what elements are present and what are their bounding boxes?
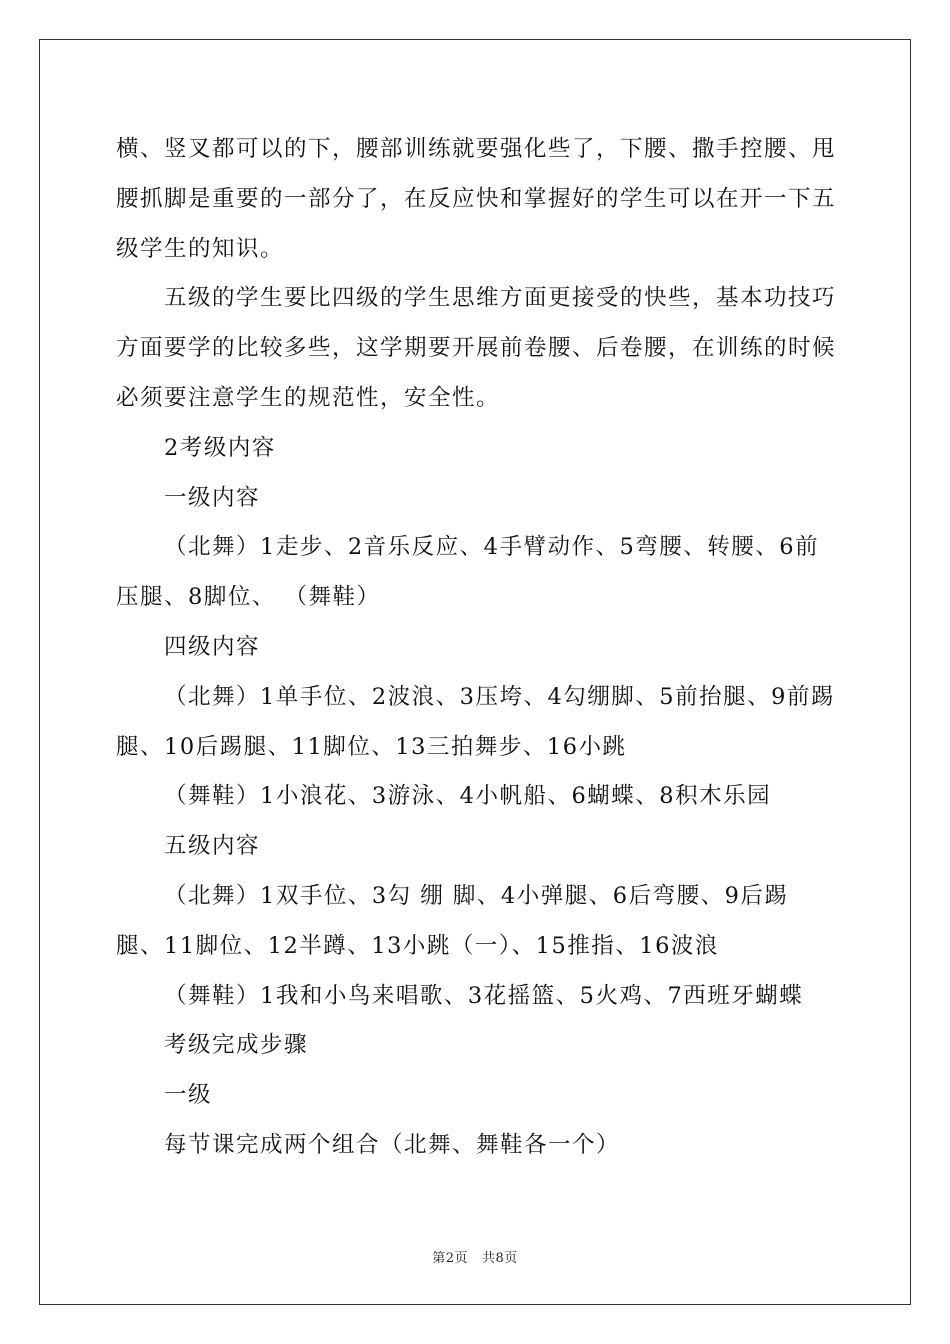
paragraph: （舞鞋）1小浪花、3游泳、4小帆船、6蝴蝶、8积木乐园: [164, 783, 772, 810]
paragraph: 每节课完成两个组合（北舞、舞鞋各一个）: [164, 1131, 621, 1158]
paragraph: （北舞）1走步、2音乐反应、4手臂动作、5弯腰、转腰、6前压腿、8脚位、 （舞鞋）: [116, 534, 820, 611]
document-body: [116, 125, 836, 1171]
section-heading: 2考级内容: [164, 434, 276, 461]
page-number: 第2页: [432, 1251, 468, 1266]
subsection-heading: 四级内容: [164, 633, 261, 660]
subsection-heading: 一级: [164, 1082, 213, 1109]
subsection-heading: 考级完成步骤: [164, 1032, 309, 1059]
paragraph: 横、竖叉都可以的下，腰部训练就要强化些了，下腰、撒手控腰、甩腰抓脚是重要的一部分了，在反应快和掌握好的学生可以在开一下五级学生的知识。: [116, 136, 837, 262]
subsection-heading: 一级内容: [164, 484, 261, 511]
paragraph: （舞鞋）1我和小鸟来唱歌、3花摇篮、5火鸡、7西班牙蝴蝶: [164, 982, 804, 1009]
page-footer: [0, 1247, 950, 1266]
subsection-heading: 五级内容: [164, 833, 261, 860]
paragraph: （北舞）1双手位、3勾 绷 脚、4小弹腿、6后弯腰、9后踢腿、11脚位、12半蹲、13小跳（一）、15推指、16波浪: [116, 882, 789, 959]
paragraph: 五级的学生要比四级的学生思维方面更接受的快些，基本功技巧方面要学的比较多些，这学期要开展前卷腰、后卷腰，在训练的时候必须要注意学生的规范性，安全性。: [116, 285, 837, 411]
page-total: 共8页: [482, 1251, 518, 1266]
paragraph: （北舞）1单手位、2波浪、3压垮、4勾绷脚、5前抬腿、9前踢腿、10后踢腿、11脚位、13三拍舞步、16小跳: [116, 683, 835, 760]
